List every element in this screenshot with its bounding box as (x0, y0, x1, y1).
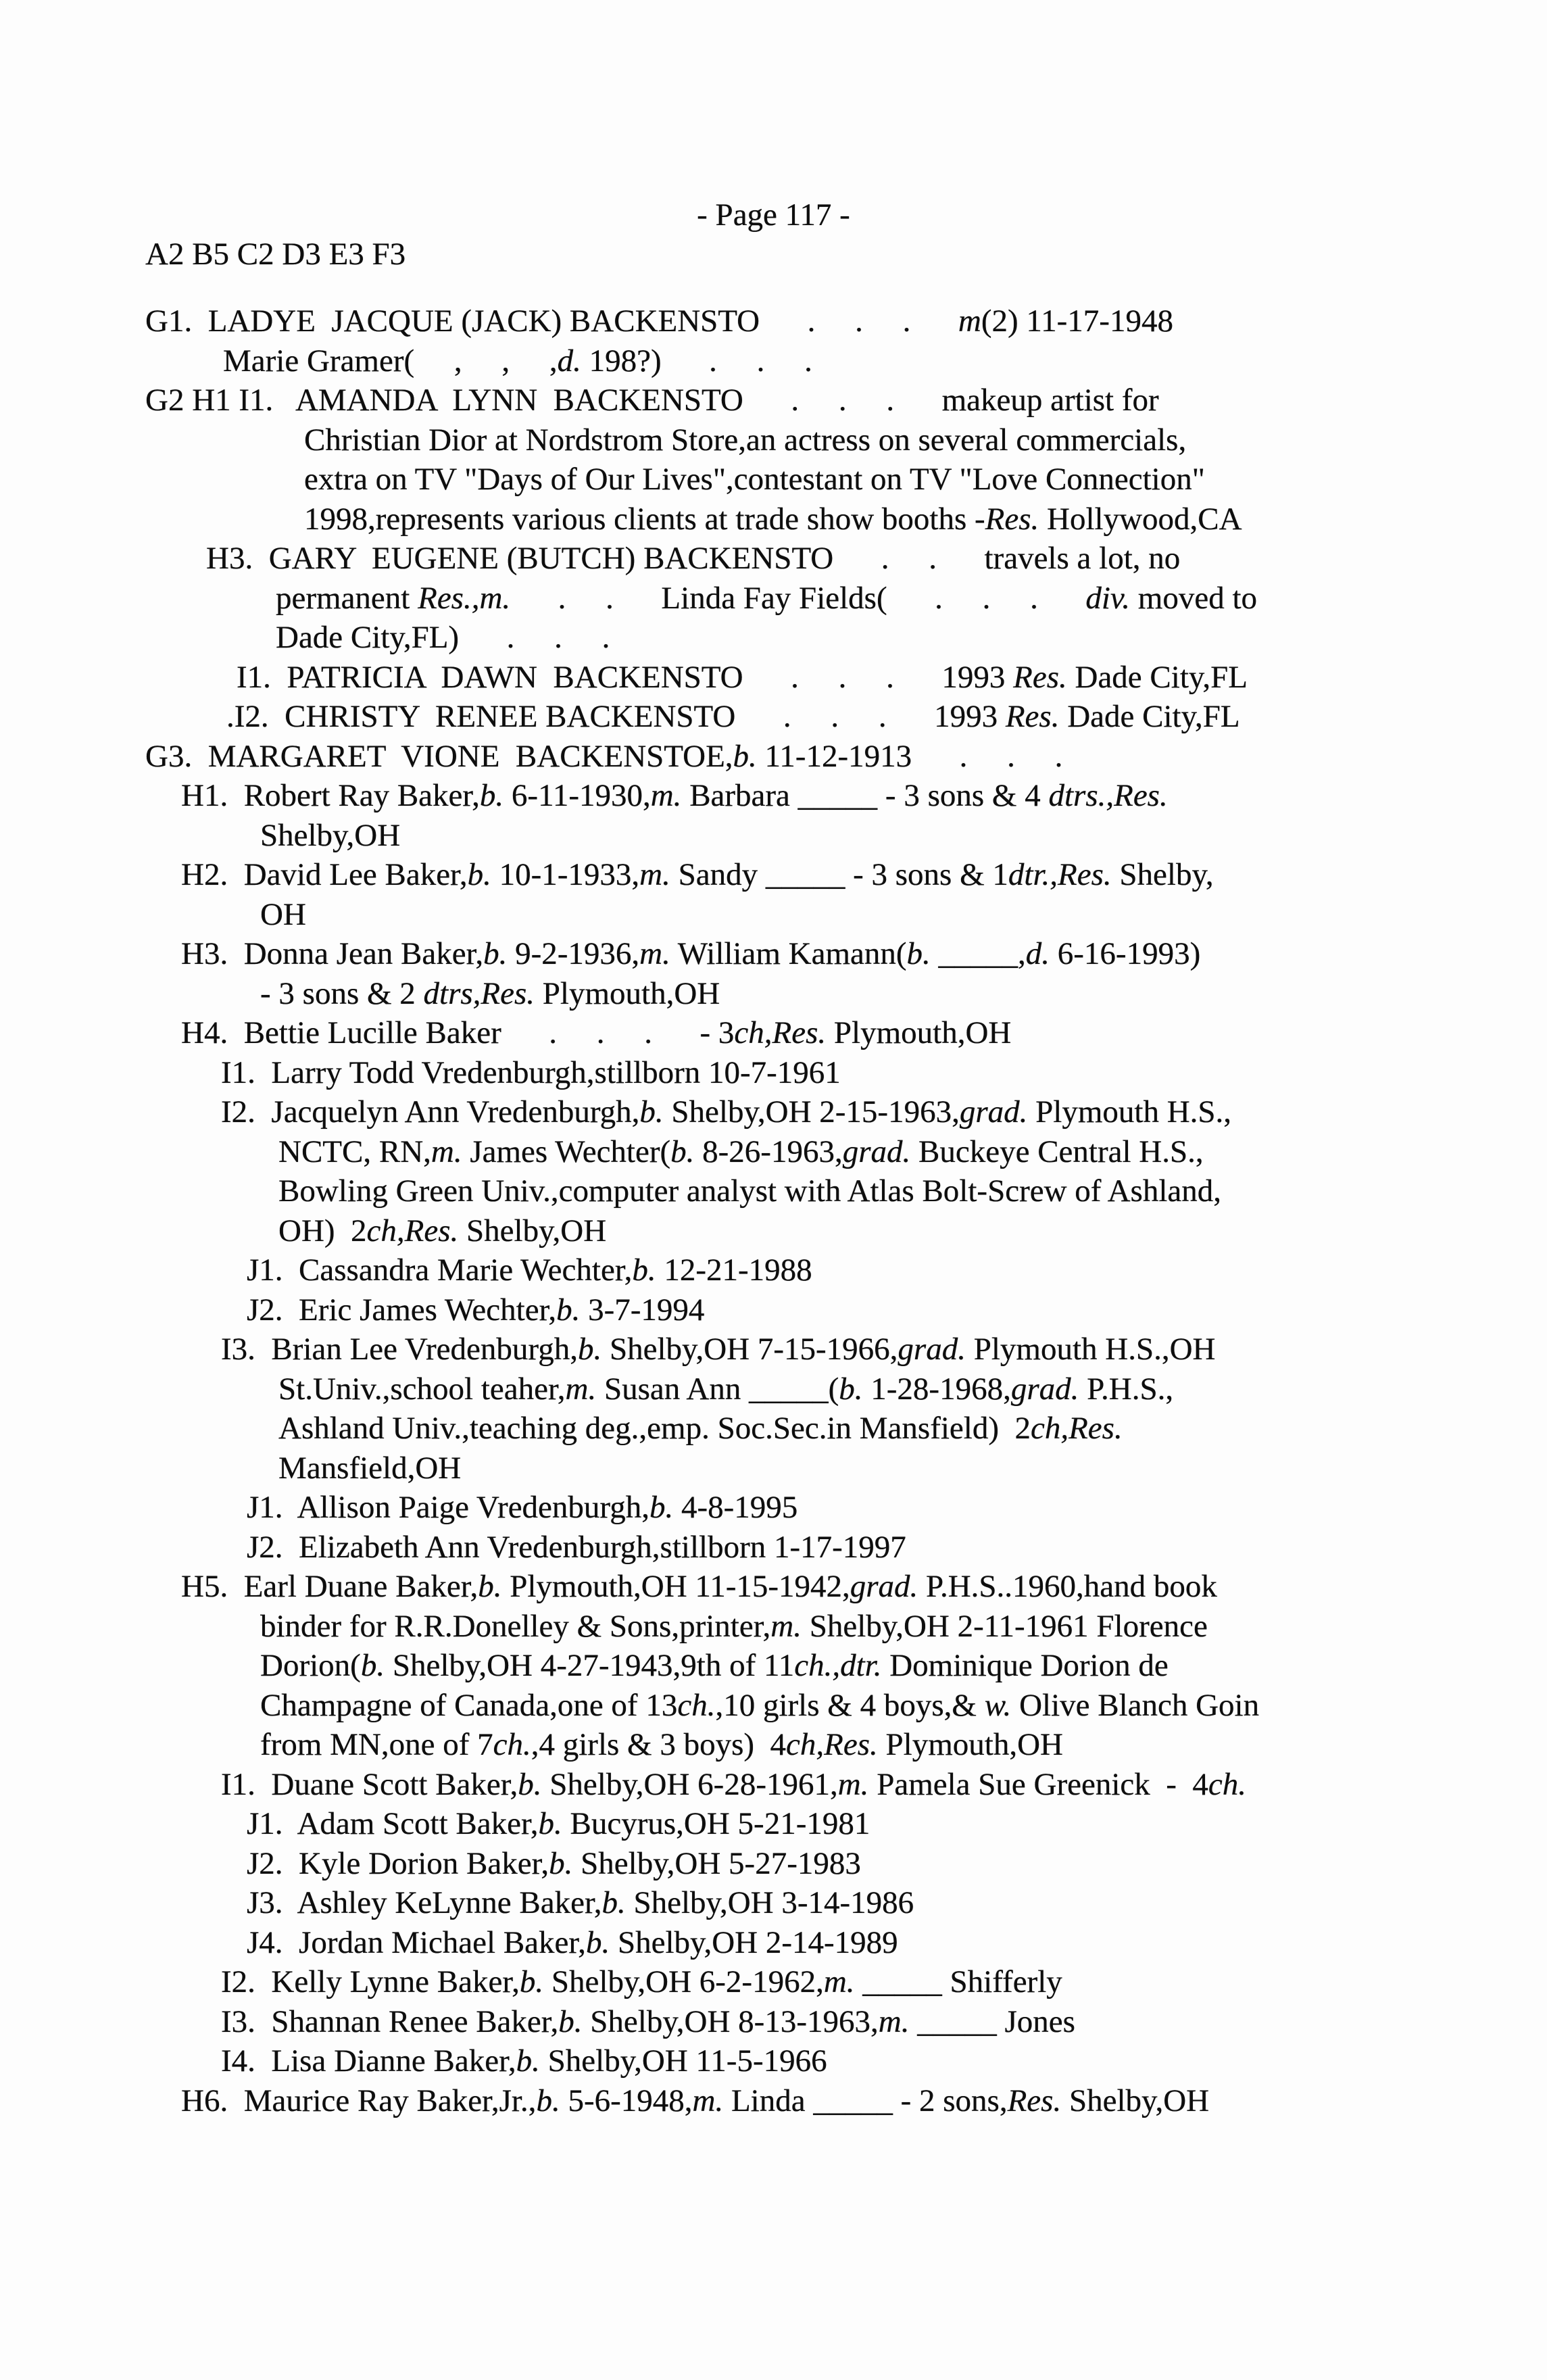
text-line (0, 1962, 1547, 2002)
genealogy-abbreviation-italic: Res. (1013, 659, 1067, 695)
text-segment: H2. David Lee Baker, (181, 857, 468, 892)
genealogy-abbreviation-italic: grad. (898, 1332, 966, 1367)
genealogy-abbreviation-italic: b. (519, 1964, 544, 1999)
text-segment: G2 H1 I1. AMANDA LYNN BACKENSTO . . . makeup artist for (145, 383, 1159, 418)
genealogy-abbreviation-italic: grad. (959, 1094, 1028, 1130)
genealogy-abbreviation-italic: ch,Res. (734, 1015, 827, 1050)
text-segment: Plymouth,OH (877, 1727, 1063, 1762)
text-segment: Sandy (670, 857, 766, 892)
text-line (0, 1171, 1547, 1211)
text-segment: Susan Ann (596, 1371, 750, 1407)
text-segment: J1. Allison Paige Vredenburgh, (247, 1490, 649, 1525)
text-line (0, 500, 1547, 539)
text-segment (931, 936, 939, 971)
text-line (0, 1725, 1547, 1765)
text-segment: I2. Kelly Lynne Baker, (221, 1964, 520, 1999)
genealogy-abbreviation-italic: b. (585, 1924, 610, 1960)
text-segment: James Wechter( (462, 1134, 671, 1169)
text-segment: _____ (917, 2003, 997, 2039)
genealogy-abbreviation-italic: ch. (677, 1687, 716, 1723)
text-line (0, 420, 1547, 460)
text-segment: Shelby,OH 8-13-1963, (582, 2003, 879, 2039)
text-segment: Shelby,OH 6-28-1961, (541, 1766, 838, 1802)
text-segment: I3. Shannan Renee Baker, (221, 2003, 559, 2039)
text-segment: Shelby,OH 11-5-1966 (539, 2043, 827, 2079)
genealogy-abbreviation-italic: ch,Res. (366, 1213, 459, 1248)
genealogy-abbreviation-italic: b. (516, 2043, 540, 2079)
text-segment: Marie Gramer( , , , (223, 343, 558, 379)
text-line (0, 579, 1547, 618)
genealogy-abbreviation-italic: b. (839, 1371, 863, 1407)
genealogy-abbreviation-italic: b. (577, 1332, 602, 1367)
text-segment: J2. Kyle Dorion Baker, (247, 1845, 549, 1881)
text-segment: NCTC, RN, (278, 1134, 431, 1169)
text-line (0, 1528, 1547, 1568)
genealogy-abbreviation-italic: ch. (493, 1727, 531, 1762)
text-segment: I2. Jacquelyn Ann Vredenburgh, (221, 1094, 640, 1130)
text-segment: H4. Bettie Lucille Baker . . . - 3 (181, 1015, 735, 1050)
text-line (0, 1409, 1547, 1449)
text-line (0, 974, 1547, 1014)
text-segment: Mansfield,OH (278, 1450, 462, 1486)
text-segment: _____ (813, 2083, 893, 2118)
text-line (0, 1804, 1547, 1844)
text-segment: ( (828, 1371, 839, 1407)
text-segment: Buckeye Central H.S., (910, 1134, 1204, 1169)
genealogy-abbreviation-italic: m (958, 303, 981, 339)
genealogy-abbreviation-italic: m. (878, 2003, 910, 2039)
genealogy-abbreviation-italic: m. (692, 2083, 724, 2118)
text-segment: I1. PATRICIA DAWN BACKENSTO . . . 1993 (237, 659, 1014, 695)
text-segment: (2) 11-17-1948 (981, 303, 1173, 339)
text-segment: Dade City,FL) . . . (276, 620, 610, 655)
text-segment: Linda (723, 2083, 814, 2118)
text-segment: I1. Larry Todd Vredenburgh,stillborn 10-7-1961 (221, 1054, 841, 1090)
text-segment: H1. Robert Ray Baker, (181, 778, 480, 813)
text-segment: Shelby,OH 2-15-1963, (663, 1094, 960, 1130)
text-line (0, 1646, 1547, 1686)
text-segment: Jones (996, 2003, 1075, 2039)
text-line (0, 1488, 1547, 1528)
text-line (0, 776, 1547, 816)
genealogy-entries (0, 301, 1547, 2120)
genealogy-abbreviation-italic: b. (558, 2003, 583, 2039)
text-segment: 9-2-1936, (507, 936, 640, 971)
text-segment: 1-28-1968, (862, 1371, 1011, 1407)
genealogy-abbreviation-italic: grad. (1010, 1371, 1079, 1407)
text-line (0, 1369, 1547, 1409)
text-segment: Plymouth,OH (826, 1015, 1012, 1050)
text-segment: P.H.S., (1079, 1371, 1174, 1407)
text-line (0, 460, 1547, 500)
text-segment: Plymouth,OH 11-15-1942, (501, 1569, 850, 1604)
text-line (0, 816, 1547, 856)
text-segment: , (1018, 936, 1026, 971)
text-segment: P.H.S..1960,hand book (918, 1569, 1217, 1604)
text-line (0, 1844, 1547, 1884)
genealogy-abbreviation-italic: b. (536, 2083, 560, 2118)
text-line (0, 1330, 1547, 1369)
genealogy-abbreviation-italic: ch,Res. (1030, 1411, 1123, 1446)
genealogy-abbreviation-italic: b. (518, 1766, 542, 1802)
text-line (0, 855, 1547, 895)
genealogy-abbreviation-italic: m. (639, 857, 670, 892)
genealogy-abbreviation-italic: m. (650, 778, 682, 813)
text-segment: Shelby,OH 7-15-1966, (601, 1332, 898, 1367)
text-segment: J2. Eric James Wechter, (247, 1292, 557, 1328)
text-line (0, 1132, 1547, 1172)
text-segment: 12-21-1988 (656, 1253, 812, 1288)
text-segment: Shelby,OH 3-14-1986 (625, 1885, 914, 1920)
text-segment: I1. Duane Scott Baker, (221, 1766, 518, 1802)
text-segment: 1998,represents various clients at trade show booths - (304, 501, 985, 537)
text-segment: - 3 sons & 2 (260, 975, 424, 1011)
text-segment: Bowling Green Univ.,computer analyst with Atlas Bolt-Screw of Ashland, (278, 1173, 1221, 1209)
text-line (0, 341, 1547, 381)
genealogy-abbreviation-italic: b. (649, 1490, 674, 1525)
text-line (0, 1449, 1547, 1488)
text-line (0, 1567, 1547, 1607)
genealogy-abbreviation-italic: b. (360, 1648, 385, 1683)
text-segment: Hollywood,CA (1039, 501, 1242, 537)
genealogy-abbreviation-italic: dtr.,Res. (1008, 857, 1112, 892)
genealogy-abbreviation-italic: m. (823, 1964, 855, 1999)
genealogy-abbreviation-italic: m. (837, 1766, 869, 1802)
genealogy-abbreviation-italic: b. (479, 778, 504, 813)
text-segment: _____ (749, 1371, 829, 1407)
text-segment: Shelby,OH (1061, 2083, 1210, 2118)
text-segment: Shelby, (1111, 857, 1214, 892)
genealogy-abbreviation-italic: dtrs.,Res. (1048, 778, 1168, 813)
text-segment: Dorion( (260, 1648, 361, 1683)
text-line (0, 895, 1547, 935)
text-line (0, 618, 1547, 658)
genealogy-abbreviation-italic: w. (984, 1687, 1012, 1723)
text-segment: Shelby,OH (458, 1213, 607, 1248)
text-segment (855, 1964, 863, 1999)
text-segment: Dade City,FL (1066, 659, 1248, 695)
genealogy-abbreviation-italic: d. (557, 343, 581, 379)
text-line (0, 1607, 1547, 1647)
genealogy-abbreviation-italic: Res. (985, 501, 1039, 537)
text-line (0, 539, 1547, 579)
text-segment: _____ (765, 857, 845, 892)
genealogy-abbreviation-italic: div. (1085, 580, 1131, 616)
text-segment: J2. Elizabeth Ann Vredenburgh,stillborn 1-17-1997 (247, 1529, 906, 1565)
text-line (0, 934, 1547, 974)
text-segment: 6-11-1930, (504, 778, 651, 813)
text-segment: - 3 sons & 4 (877, 778, 1049, 813)
text-line (0, 1250, 1547, 1290)
genealogy-abbreviation-italic: b. (601, 1885, 626, 1920)
genealogy-abbreviation-italic: m. (639, 936, 670, 971)
genealogy-abbreviation-italic: b. (639, 1094, 664, 1130)
genealogy-abbreviation-italic: b. (549, 1845, 573, 1881)
text-segment: I4. Lisa Dianne Baker, (221, 2043, 516, 2079)
genealogy-abbreviation-italic: b. (632, 1253, 656, 1288)
text-line (0, 737, 1547, 777)
text-line (0, 1290, 1547, 1330)
text-segment: Shifferly (941, 1964, 1062, 1999)
text-segment: 5-6-1948, (560, 2083, 693, 2118)
genealogy-abbreviation-italic: d. (1025, 936, 1050, 971)
text-segment: 8-26-1963, (694, 1134, 843, 1169)
text-segment: I3. Brian Lee Vredenburgh, (221, 1332, 578, 1367)
text-segment: Bucyrus,OH 5-21-1981 (562, 1806, 870, 1841)
genealogy-abbreviation-italic: grad. (850, 1569, 918, 1604)
genealogy-abbreviation-italic: b. (483, 936, 508, 971)
text-segment: _____ (797, 778, 878, 813)
text-segment: J4. Jordan Michael Baker, (247, 1924, 586, 1960)
genealogy-abbreviation-italic: Res. (1005, 699, 1060, 734)
text-line (0, 658, 1547, 698)
text-segment: G3. MARGARET VIONE BACKENSTOE, (145, 738, 733, 774)
text-segment: J3. Ashley KeLynne Baker, (247, 1885, 602, 1920)
text-segment: St.Univ.,school teaher, (278, 1371, 566, 1407)
text-line (0, 1092, 1547, 1132)
text-segment: H3. Donna Jean Baker, (181, 936, 484, 971)
text-segment: J1. Cassandra Marie Wechter, (247, 1253, 633, 1288)
text-segment: H5. Earl Duane Baker, (181, 1569, 478, 1604)
text-segment: .I2. CHRISTY RENEE BACKENSTO . . . 1993 (226, 699, 1006, 734)
genealogy-abbreviation-italic: b. (538, 1806, 562, 1841)
text-segment: Shelby,OH 4-27-1943,9th of 11 (385, 1648, 795, 1683)
text-segment: - 2 sons, (892, 2083, 1008, 2118)
generation-code-line: A2 B5 C2 D3 E3 F3 (145, 237, 406, 272)
text-segment: William Kamann( (670, 936, 907, 971)
text-segment: Champagne of Canada,one of 13 (260, 1687, 678, 1723)
text-segment: OH) 2 (278, 1213, 367, 1248)
text-segment: Shelby,OH 5-27-1983 (572, 1845, 861, 1881)
text-segment: Shelby,OH (260, 817, 401, 853)
text-line (0, 1053, 1547, 1093)
text-line (0, 381, 1547, 420)
text-segment: 198?) . . . (581, 343, 812, 379)
text-line (0, 1211, 1547, 1251)
text-segment: H3. GARY EUGENE (BUTCH) BACKENSTO . . travels a lot, no (206, 541, 1181, 576)
text-line (0, 2081, 1547, 2121)
text-segment: _____ (862, 1964, 942, 1999)
text-segment: J1. Adam Scott Baker, (247, 1806, 539, 1841)
text-segment: . . Linda Fay Fields( . . . (510, 580, 1086, 616)
text-segment: Dominique Dorion de (881, 1648, 1169, 1683)
genealogy-abbreviation-italic: m. (565, 1371, 597, 1407)
text-segment: OH (260, 896, 306, 932)
genealogy-abbreviation-italic: dtrs,Res. (423, 975, 535, 1011)
text-segment: Dade City,FL (1059, 699, 1240, 734)
text-segment (909, 2004, 917, 2039)
text-segment: Pamela Sue Greenick - 4 (868, 1766, 1208, 1802)
text-segment: ,10 girls & 4 boys,& (715, 1687, 985, 1723)
text-line (0, 301, 1547, 341)
text-segment: G1. LADYE JACQUE (JACK) BACKENSTO . . . (145, 303, 958, 339)
text-segment: 4-8-1995 (673, 1490, 798, 1525)
text-line (0, 2002, 1547, 2042)
genealogy-abbreviation-italic: b. (478, 1569, 502, 1604)
text-segment: 11-12-1913 . . . (756, 738, 1063, 774)
page-number-header: - Page 117 - (697, 197, 850, 233)
text-segment: Olive Blanch Goin (1011, 1687, 1260, 1723)
text-segment: moved to (1130, 580, 1258, 616)
text-segment: Shelby,OH 2-11-1961 Florence (801, 1608, 1208, 1644)
text-line (0, 1686, 1547, 1726)
text-line (0, 2041, 1547, 2081)
text-segment: Shelby,OH 6-2-1962, (543, 1964, 824, 1999)
text-segment: Shelby,OH 2-14-1989 (610, 1924, 898, 1960)
genealogy-abbreviation-italic: b. (670, 1134, 695, 1169)
text-segment: permanent (276, 580, 418, 616)
text-segment: binder for R.R.Donelley & Sons,printer, (260, 1608, 771, 1644)
genealogy-abbreviation-italic: b. (556, 1292, 581, 1328)
genealogy-abbreviation-italic: m. (770, 1608, 802, 1644)
genealogy-abbreviation-italic: b. (906, 936, 931, 971)
text-segment: Barbara (681, 778, 798, 813)
genealogy-abbreviation-italic: ch. (1208, 1766, 1247, 1802)
text-segment: from MN,one of 7 (260, 1727, 493, 1762)
text-segment: Plymouth,OH (535, 975, 720, 1011)
text-line (0, 1883, 1547, 1923)
genealogy-abbreviation-italic: Res.,m. (418, 580, 511, 616)
text-line (0, 697, 1547, 737)
text-segment: 3-7-1994 (580, 1292, 705, 1328)
text-segment: extra on TV "Days of Our Lives",contestant on TV "Love Connection" (304, 462, 1205, 497)
genealogy-abbreviation-italic: b. (467, 857, 491, 892)
text-line (0, 1013, 1547, 1053)
text-segment: Ashland Univ.,teaching deg.,emp. Soc.Sec.in Mansfield) 2 (278, 1411, 1031, 1446)
genealogy-abbreviation-italic: grad. (842, 1134, 911, 1169)
genealogy-abbreviation-italic: Res. (1007, 2083, 1062, 2118)
text-segment: - 3 sons & 1 (845, 857, 1008, 892)
text-segment: H6. Maurice Ray Baker,Jr., (181, 2083, 537, 2118)
text-segment: Plymouth H.S., (1027, 1094, 1232, 1130)
text-segment: 6-16-1993) (1050, 936, 1201, 971)
text-line (0, 1923, 1547, 1963)
text-segment: 10-1-1933, (491, 857, 640, 892)
genealogy-abbreviation-italic: ch.,dtr. (794, 1648, 882, 1683)
text-segment: Plymouth H.S.,OH (965, 1332, 1216, 1367)
text-segment: Christian Dior at Nordstrom Store,an actress on several commercials, (304, 422, 1187, 458)
text-segment: ,4 girls & 3 boys) 4 (531, 1727, 787, 1762)
genealogy-abbreviation-italic: ch,Res. (786, 1727, 878, 1762)
genealogy-abbreviation-italic: m. (431, 1134, 462, 1169)
text-line (0, 1765, 1547, 1805)
genealogy-abbreviation-italic: b. (733, 738, 757, 774)
text-segment: _____ (938, 936, 1018, 971)
